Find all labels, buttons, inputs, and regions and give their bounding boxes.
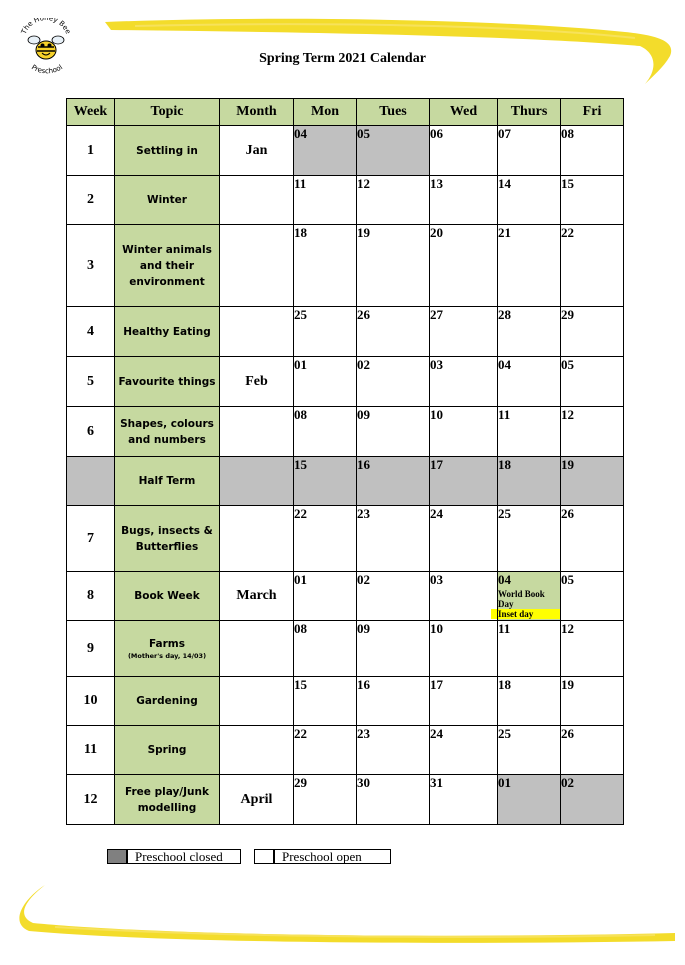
header-thurs: Thurs [498, 99, 561, 126]
page-title: Spring Term 2021 Calendar [259, 51, 426, 66]
day-cell: 19 [561, 677, 624, 726]
day-cell: 26 [561, 506, 624, 572]
day-cell: 10 [430, 621, 498, 677]
header-fri: Fri [561, 99, 624, 126]
logo-text-bottom: Preschool [30, 63, 65, 76]
month-cell [220, 176, 294, 225]
topic-cell: Free play/Junk modelling [115, 775, 220, 825]
month-cell [220, 407, 294, 457]
month-cell [220, 506, 294, 572]
day-cell: 18 [498, 677, 561, 726]
table-row [67, 225, 624, 307]
day-cell: 04 [498, 357, 561, 407]
svg-text:The Honey Bee [20, 18, 72, 36]
day-cell: 25 [498, 506, 561, 572]
topic-cell: Winter [115, 176, 220, 225]
table-row [67, 357, 624, 407]
topic-cell: Spring [115, 726, 220, 775]
day-cell: 11 [498, 621, 561, 677]
day-cell: 02 [357, 572, 430, 621]
day-cell-closed: 18 [498, 457, 561, 506]
topic-cell [115, 621, 220, 677]
day-cell-closed: 19 [561, 457, 624, 506]
week-number: 10 [67, 677, 115, 726]
table-row [67, 307, 624, 357]
table-row [67, 126, 624, 176]
table-row [67, 572, 624, 621]
day-cell: 03 [430, 357, 498, 407]
header-mon: Mon [294, 99, 357, 126]
day-cell: 29 [294, 775, 357, 825]
week-number: 7 [67, 506, 115, 572]
day-cell: 24 [430, 506, 498, 572]
month-cell [220, 726, 294, 775]
inset-day-note: Inset day [491, 609, 560, 619]
legend-label-closed: Preschool closed [127, 849, 241, 864]
day-number: 04 [498, 572, 511, 587]
day-cell: 20 [430, 225, 498, 307]
yellow-brush-stroke-bottom [15, 885, 675, 945]
week-number: 6 [67, 407, 115, 457]
day-cell-closed: 16 [357, 457, 430, 506]
day-cell: 27 [430, 307, 498, 357]
day-cell: 13 [430, 176, 498, 225]
day-cell: 26 [357, 307, 430, 357]
day-cell: 05 [561, 357, 624, 407]
day-cell: 15 [561, 176, 624, 225]
topic-cell: Healthy Eating [115, 307, 220, 357]
week-number: 5 [67, 357, 115, 407]
table-row [67, 176, 624, 225]
topic-cell: Bugs, insects & Butterflies [115, 506, 220, 572]
month-cell [220, 457, 294, 506]
day-cell: 09 [357, 621, 430, 677]
day-cell: 16 [357, 677, 430, 726]
week-number: 1 [67, 126, 115, 176]
week-number: 12 [67, 775, 115, 825]
topic-cell: Gardening [115, 677, 220, 726]
day-cell: 22 [294, 506, 357, 572]
day-cell-event [498, 572, 561, 621]
day-cell: 22 [561, 225, 624, 307]
day-cell: 14 [498, 176, 561, 225]
day-cell: 05 [561, 572, 624, 621]
day-cell: 28 [498, 307, 561, 357]
day-cell: 03 [430, 572, 498, 621]
day-cell: 25 [498, 726, 561, 775]
day-cell: 23 [357, 726, 430, 775]
topic-cell: Settling in [115, 126, 220, 176]
month-cell [220, 307, 294, 357]
header-row [67, 99, 624, 126]
day-cell: 17 [430, 677, 498, 726]
day-cell: 07 [498, 126, 561, 176]
week-number: 4 [67, 307, 115, 357]
day-cell-closed: 17 [430, 457, 498, 506]
week-number: 11 [67, 726, 115, 775]
header-topic: Topic [115, 99, 220, 126]
day-cell-closed: 05 [357, 126, 430, 176]
day-cell: 22 [294, 726, 357, 775]
day-cell-closed: 15 [294, 457, 357, 506]
header-week: Week [67, 99, 115, 126]
week-number: 9 [67, 621, 115, 677]
week-number: 3 [67, 225, 115, 307]
day-cell: 31 [430, 775, 498, 825]
day-cell: 12 [561, 407, 624, 457]
table-row [67, 407, 624, 457]
day-cell: 15 [294, 677, 357, 726]
day-cell: 12 [561, 621, 624, 677]
day-cell: 26 [561, 726, 624, 775]
header-wed: Wed [430, 99, 498, 126]
day-cell: 24 [430, 726, 498, 775]
header-month: Month [220, 99, 294, 126]
table-row-half-term [67, 457, 624, 506]
month-cell: Jan [220, 126, 294, 176]
month-cell: April [220, 775, 294, 825]
day-cell: 01 [294, 357, 357, 407]
day-cell: 08 [294, 407, 357, 457]
honey-bee-logo [20, 18, 72, 76]
table-row [67, 621, 624, 677]
week-number [67, 457, 115, 506]
day-cell: 30 [357, 775, 430, 825]
topic-label: Farms [148, 638, 185, 650]
day-cell: 19 [357, 225, 430, 307]
event-label: World Book Day [498, 589, 545, 609]
logo-text-top: The Honey Bee [20, 18, 72, 36]
yellow-brush-stroke-top [105, 12, 680, 87]
day-cell: 02 [357, 357, 430, 407]
month-cell [220, 621, 294, 677]
day-cell: 09 [357, 407, 430, 457]
month-cell: Feb [220, 357, 294, 407]
day-cell: 18 [294, 225, 357, 307]
table-row [67, 677, 624, 726]
table-row [67, 775, 624, 825]
topic-cell: Favourite things [115, 357, 220, 407]
week-number: 2 [67, 176, 115, 225]
day-cell: 08 [561, 126, 624, 176]
table-row [67, 726, 624, 775]
day-cell: 11 [294, 176, 357, 225]
calendar-table [66, 98, 624, 825]
day-cell: 29 [561, 307, 624, 357]
day-cell: 10 [430, 407, 498, 457]
legend-swatch-open [254, 849, 274, 864]
topic-note: (Mother's day, 14/03) [127, 652, 207, 660]
month-cell [220, 677, 294, 726]
day-cell: 06 [430, 126, 498, 176]
day-cell-closed: 01 [498, 775, 561, 825]
day-cell-closed: 04 [294, 126, 357, 176]
day-cell: 25 [294, 307, 357, 357]
legend-swatch-closed [107, 849, 127, 864]
topic-cell: Book Week [115, 572, 220, 621]
month-cell: March [220, 572, 294, 621]
day-cell: 12 [357, 176, 430, 225]
header-tues: Tues [357, 99, 430, 126]
day-cell: 11 [498, 407, 561, 457]
day-cell: 21 [498, 225, 561, 307]
day-cell: 08 [294, 621, 357, 677]
topic-cell: Winter animals and their environment [115, 225, 220, 307]
week-number: 8 [67, 572, 115, 621]
topic-cell: Shapes, colours and numbers [115, 407, 220, 457]
day-cell-closed: 02 [561, 775, 624, 825]
legend-label-open: Preschool open [274, 849, 391, 864]
topic-cell: Half Term [115, 457, 220, 506]
table-row [67, 506, 624, 572]
month-cell [220, 225, 294, 307]
day-cell: 23 [357, 506, 430, 572]
day-cell: 01 [294, 572, 357, 621]
